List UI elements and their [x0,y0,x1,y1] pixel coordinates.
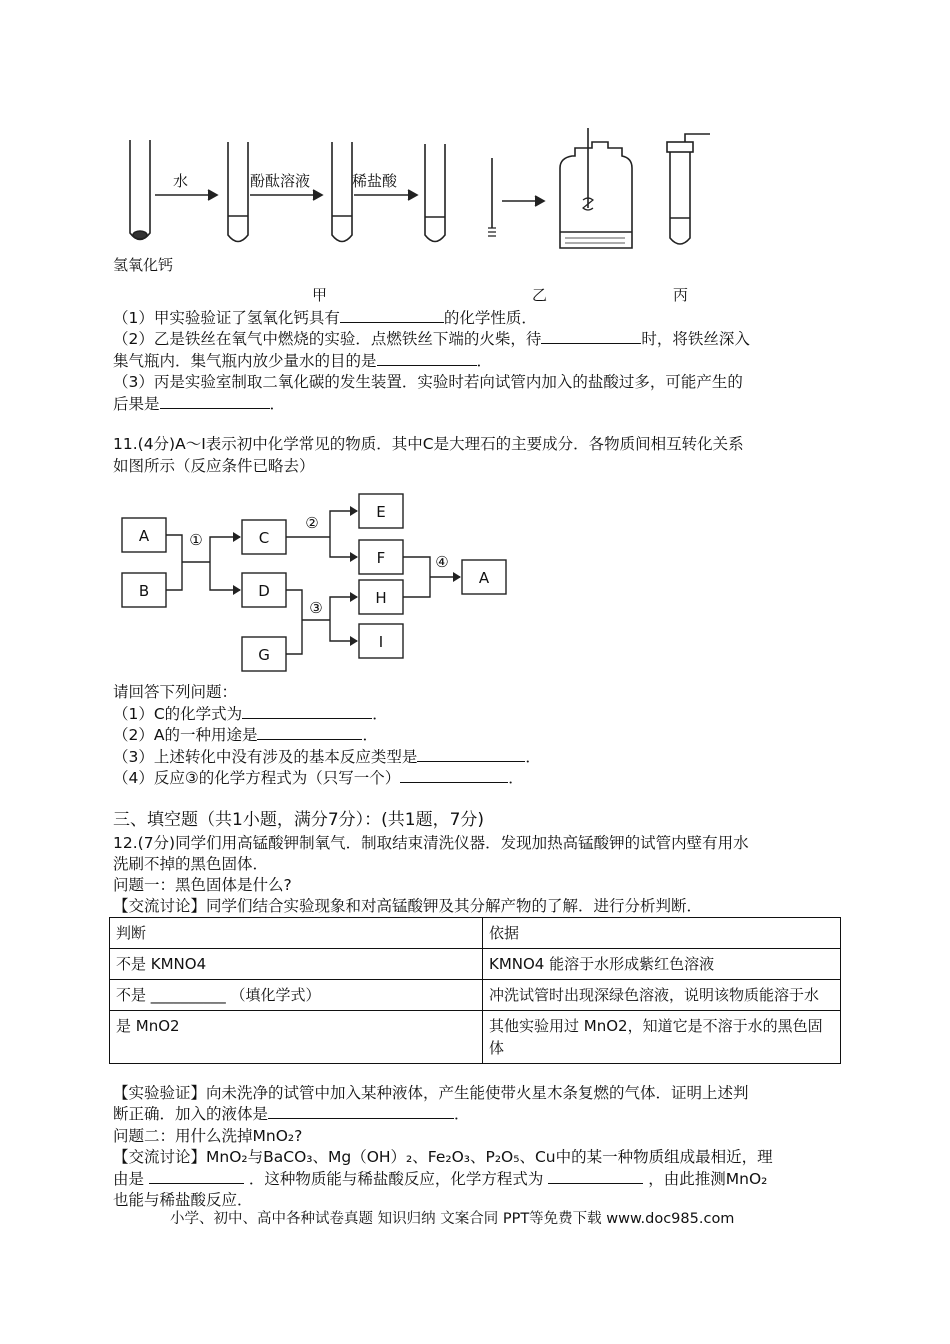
table-row [110,1011,841,1064]
box-a2-label: A [478,569,490,587]
q11-intro-2: 如图所示（反应条件已略去） [113,457,315,475]
blank[interactable] [257,724,362,740]
q12-line-2: 洗刷不掉的黑色固体． [113,855,269,873]
question-one: 问题一：黑色固体是什么? [113,876,292,894]
test-tube-1 [130,140,150,240]
q11-intro-1: 11.(4分)A～I表示初中化学常见的物质．其中C是大理石的主要成分．各物质间相互转化关系 [113,435,744,453]
table-header: 判断 [110,918,483,949]
q10-part3: （3）丙是实验室制取二氧化碳的发生装置．实验时若向试管内加入的盐酸过多，可能产生的 [113,373,743,391]
box-e-label: E [376,503,386,521]
box-f-label: F [376,549,386,567]
table-header: 依据 [483,918,841,949]
table-cell: 是 MnO2 [110,1011,483,1064]
box-d-label: D [258,582,270,600]
apparatus-figure [110,128,730,308]
label-yi: 乙 [532,286,548,304]
q11-ask: 请回答下列问题： [113,683,238,701]
reagent-phenolphthalein-label: 酚酞溶液 [250,172,311,190]
table-cell: 不是 __________ （填化学式） [110,980,483,1011]
blank[interactable] [340,307,444,323]
label-jia: 甲 [312,286,328,304]
box-h-label: H [375,589,387,607]
substance-label: 氢氧化钙 [113,256,174,274]
blank[interactable] [548,1168,643,1184]
blank[interactable] [417,746,525,762]
discussion-2: 【交流讨论】MnO₂与BaCO₃、Mg（OH）₂、Fe₂O₃、P₂O₅、Cu中的某一种物质组成最相近，理 [113,1148,773,1166]
q10-part2-cont: 集气瓶内．集气瓶内放少量水的目的是 ． [113,352,493,370]
test-tube-2 [228,142,248,242]
section-heading: 三、填空题（共1小题，满分7分）：(共1题，7分) [113,810,485,830]
reagent-water-label: 水 [173,172,189,190]
step-3-label: ③ [309,599,323,617]
question-two: 问题二：用什么洗掉MnO₂? [113,1127,303,1145]
discussion-1: 【交流讨论】同学们结合实验现象和对高锰酸钾及其分解产物的了解．进行分析判断． [113,897,703,915]
step-4-label: ④ [435,553,449,571]
table-cell: 其他实验用过 MnO2，知道它是不溶于水的黑色固体 [483,1011,841,1064]
table-header-row [110,918,841,949]
table-cell: 冲洗试管时出现深绿色溶液，说明该物质能溶于水 [483,980,841,1011]
blank[interactable] [149,1168,244,1184]
q12-line-1: 12.(7分)同学们用高锰酸钾制氧气．制取结束清洗仪器．发现加热高锰酸钾的试管内壁有用水 [113,834,749,852]
q11-answer-2: （2）A的一种用途是 ． [113,726,378,744]
step-2-label: ② [305,514,319,532]
verification-2: 断正确．加入的液体是 ． [113,1105,470,1123]
q10-part3-cont: 后果是 ． [113,395,286,413]
blank[interactable] [377,350,477,366]
blank[interactable] [160,393,270,409]
reaction-diagram [120,492,520,674]
table-row [110,980,841,1011]
blank[interactable] [400,767,508,783]
discussion-3: 由是 ．这种物质能与稀盐酸反应，化学方程式为 ，由此推测MnO₂ [113,1170,768,1188]
solid-powder [133,231,147,239]
table-cell: 不是 KMNO4 [110,949,483,980]
label-bing: 丙 [673,286,689,304]
table-row [110,949,841,980]
box-b-label: B [138,582,150,600]
judgment-table [109,917,841,1064]
q11-answer-3: （3）上述转化中没有涉及的基本反应类型是 ． [113,748,541,766]
verification-1: 【实验验证】向未洗净的试管中加入某种液体，产生能使带火星木条复燃的气体．证明上述判 [113,1084,749,1102]
step-1-label: ① [189,531,203,549]
test-tube-3 [332,142,352,242]
delivery-tube [670,150,690,244]
box-a-label: A [138,527,150,545]
blank[interactable] [268,1103,454,1119]
box-g-label: G [258,646,270,664]
q10-part2: （2）乙是铁丝在氧气中燃烧的实验．点燃铁丝下端的火柴，待 时，将铁丝深入 [113,330,750,348]
page-footer: 小学、初中、高中各种试卷真题 知识归纳 文案合同 PPT等免费下载 www.doc985.com [170,1211,735,1227]
q11-answer-1: （1）C的化学式为 ． [113,705,388,723]
test-tube-4 [425,144,445,242]
discussion-4: 也能与稀盐酸反应． [113,1191,253,1209]
table-cell: KMNO4 能溶于水形成紫红色溶液 [483,949,841,980]
box-i-label: I [378,633,384,651]
q10-part1: （1）甲实验验证了氢氧化钙具有 的化学性质． [113,309,537,327]
q11-answer-4: （4）反应③的化学方程式为（只写一个） ． [113,769,524,787]
blank[interactable] [242,703,372,719]
box-c-label: C [258,529,270,547]
reagent-hcl-label: 稀盐酸 [352,172,398,190]
blank[interactable] [541,328,641,344]
